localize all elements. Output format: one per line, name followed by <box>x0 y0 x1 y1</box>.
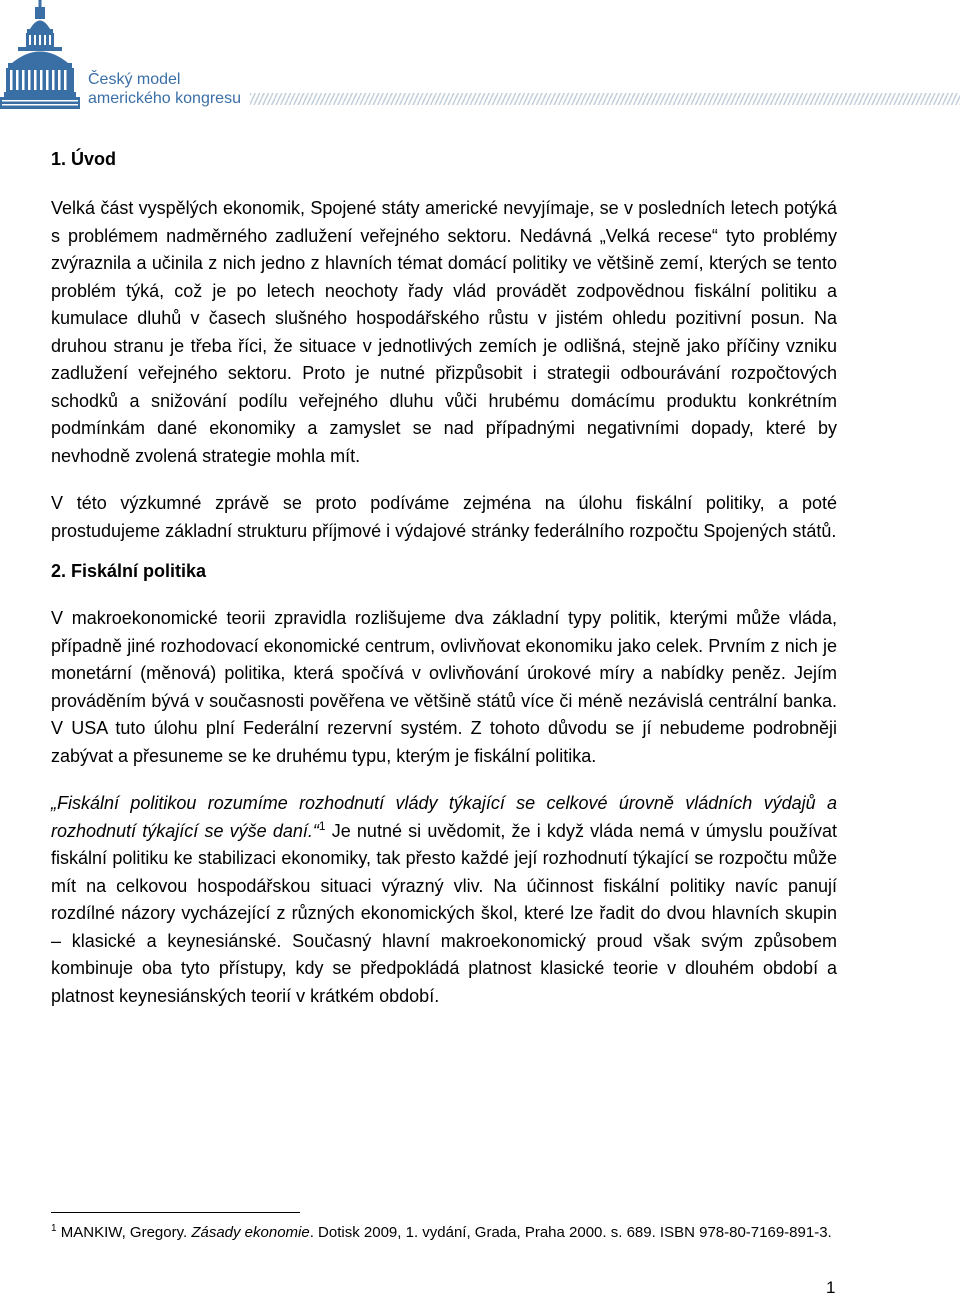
paragraph-intro: Velká část vyspělých ekonomik, Spojené státy americké nevyjímaje, se v posledních letech potýká s problémem nadměrného zadlužení veřejného sektoru. Nedávná „Velká recese“ tyto problémy zvýraznila a učinila z nich jedno z hlavních témat domácí politiky ve většině zemí, kterých se tento problém týká, což je po letech neochoty řady vlád provádět zodpovědnou fiskální politiku a kumulace dluhů v časech slušného hospodářského růstu v jistém ohledu pozitivní posun. Na druhou stranu je třeba říci, že situace v jednotlivých zemích je odlišná, stejně jako příčiny vzniku zadlužení veřejného sektoru. Proto je nutné přizpůsobit i strategii odbourávání rozpočtových schodků a snižování podílu veřejného dluhu vůči hrubému domácímu produktu konkrétním podmínkám dané ekonomiky a zamyslet se nad případnými negativními dopady, které by nevhodně zvolená strategie mohla mít. <box>51 198 837 466</box>
definition-continuation: Je nutné si uvědomit, že i když vláda nemá v úmyslu používat fiskální politiku ke stabilizaci ekonomiky, tak přesto každé její rozhodnutí týkající se rozpočtu může mít na celkovou hospodářskou situaci výrazný vliv. Na účinnost fiskální politiky navíc panují rozdílné názory vycházející z různých ekonomických škol, které lze řadit do dvou hlavních skupin – klasické a keynesiánské. Současný hlavní makroekonomický proud však svým způsobem kombinuje oba tyto přístupy, kdy se předpokládá platnost klasické teorie v dlouhém období a platnost keynesiánských teorií v krátkém období. <box>51 820 837 1006</box>
paragraph-fiscal-definition <box>51 790 837 1010</box>
header-decorative-stripe <box>250 93 960 105</box>
footnote-text-before: MANKIW, Gregory. <box>56 1224 192 1241</box>
footnote <box>51 1222 837 1243</box>
footnote-mark: 1 <box>51 1223 57 1234</box>
footnote-reference[interactable]: 1 <box>318 818 326 833</box>
capitol-dome-logo-icon <box>0 0 80 110</box>
document-body <box>51 145 837 1010</box>
footnote-separator <box>51 1212 300 1213</box>
paragraph-monetary-policy: V makroekonomické teorii zpravidla rozlišujeme dva základní typy politik, kterými může vláda, případně jiné rozhodovací ekonomické centrum, ovlivňovat ekonomiku jako celek. Prvním z nich je monetární (měnová) politika, která spočívá v ovlivňování úrokové míry a nabídky peněz. Jejím prováděním bývá v současnosti pověřena ve většině států více či méně nezávislá centrální banka. V USA tuto úlohu plní Federální rezervní systém. Z tohoto důvodu se jí nebudeme podrobněji zabývat a přesuneme se ke druhému typu, kterým je fiskální politika. <box>51 608 837 766</box>
definition-quote: „Fiskální politikou rozumíme rozhodnutí vlády týkající se celkové úrovně vládních výdajů a rozhodnutí týkající se výše daní.“ <box>51 793 837 841</box>
logo-line-2: amerického kongresu <box>88 90 241 107</box>
logo-wordmark <box>88 70 241 108</box>
page-number: 1 <box>826 1278 836 1297</box>
footnote-text-after: . Dotisk 2009, 1. vydání, Grada, Praha 2000. s. 689. ISBN 978-80-7169-891-3. <box>309 1224 832 1241</box>
footnote-book-title: Zásady ekonomie <box>191 1224 310 1241</box>
paragraph-research-scope: V této výzkumné zprávě se proto podíváme zejména na úlohu fiskální politiky, a poté prostudujeme základní strukturu příjmové i výdajové stránky federálního rozpočtu Spojených států. <box>51 493 837 541</box>
page-header <box>0 0 960 112</box>
section-heading-fiskalni-politika: 2. Fiskální politika <box>51 561 207 581</box>
logo-line-1: Český model <box>88 71 181 88</box>
section-heading-uvod: 1. Úvod <box>51 149 117 169</box>
